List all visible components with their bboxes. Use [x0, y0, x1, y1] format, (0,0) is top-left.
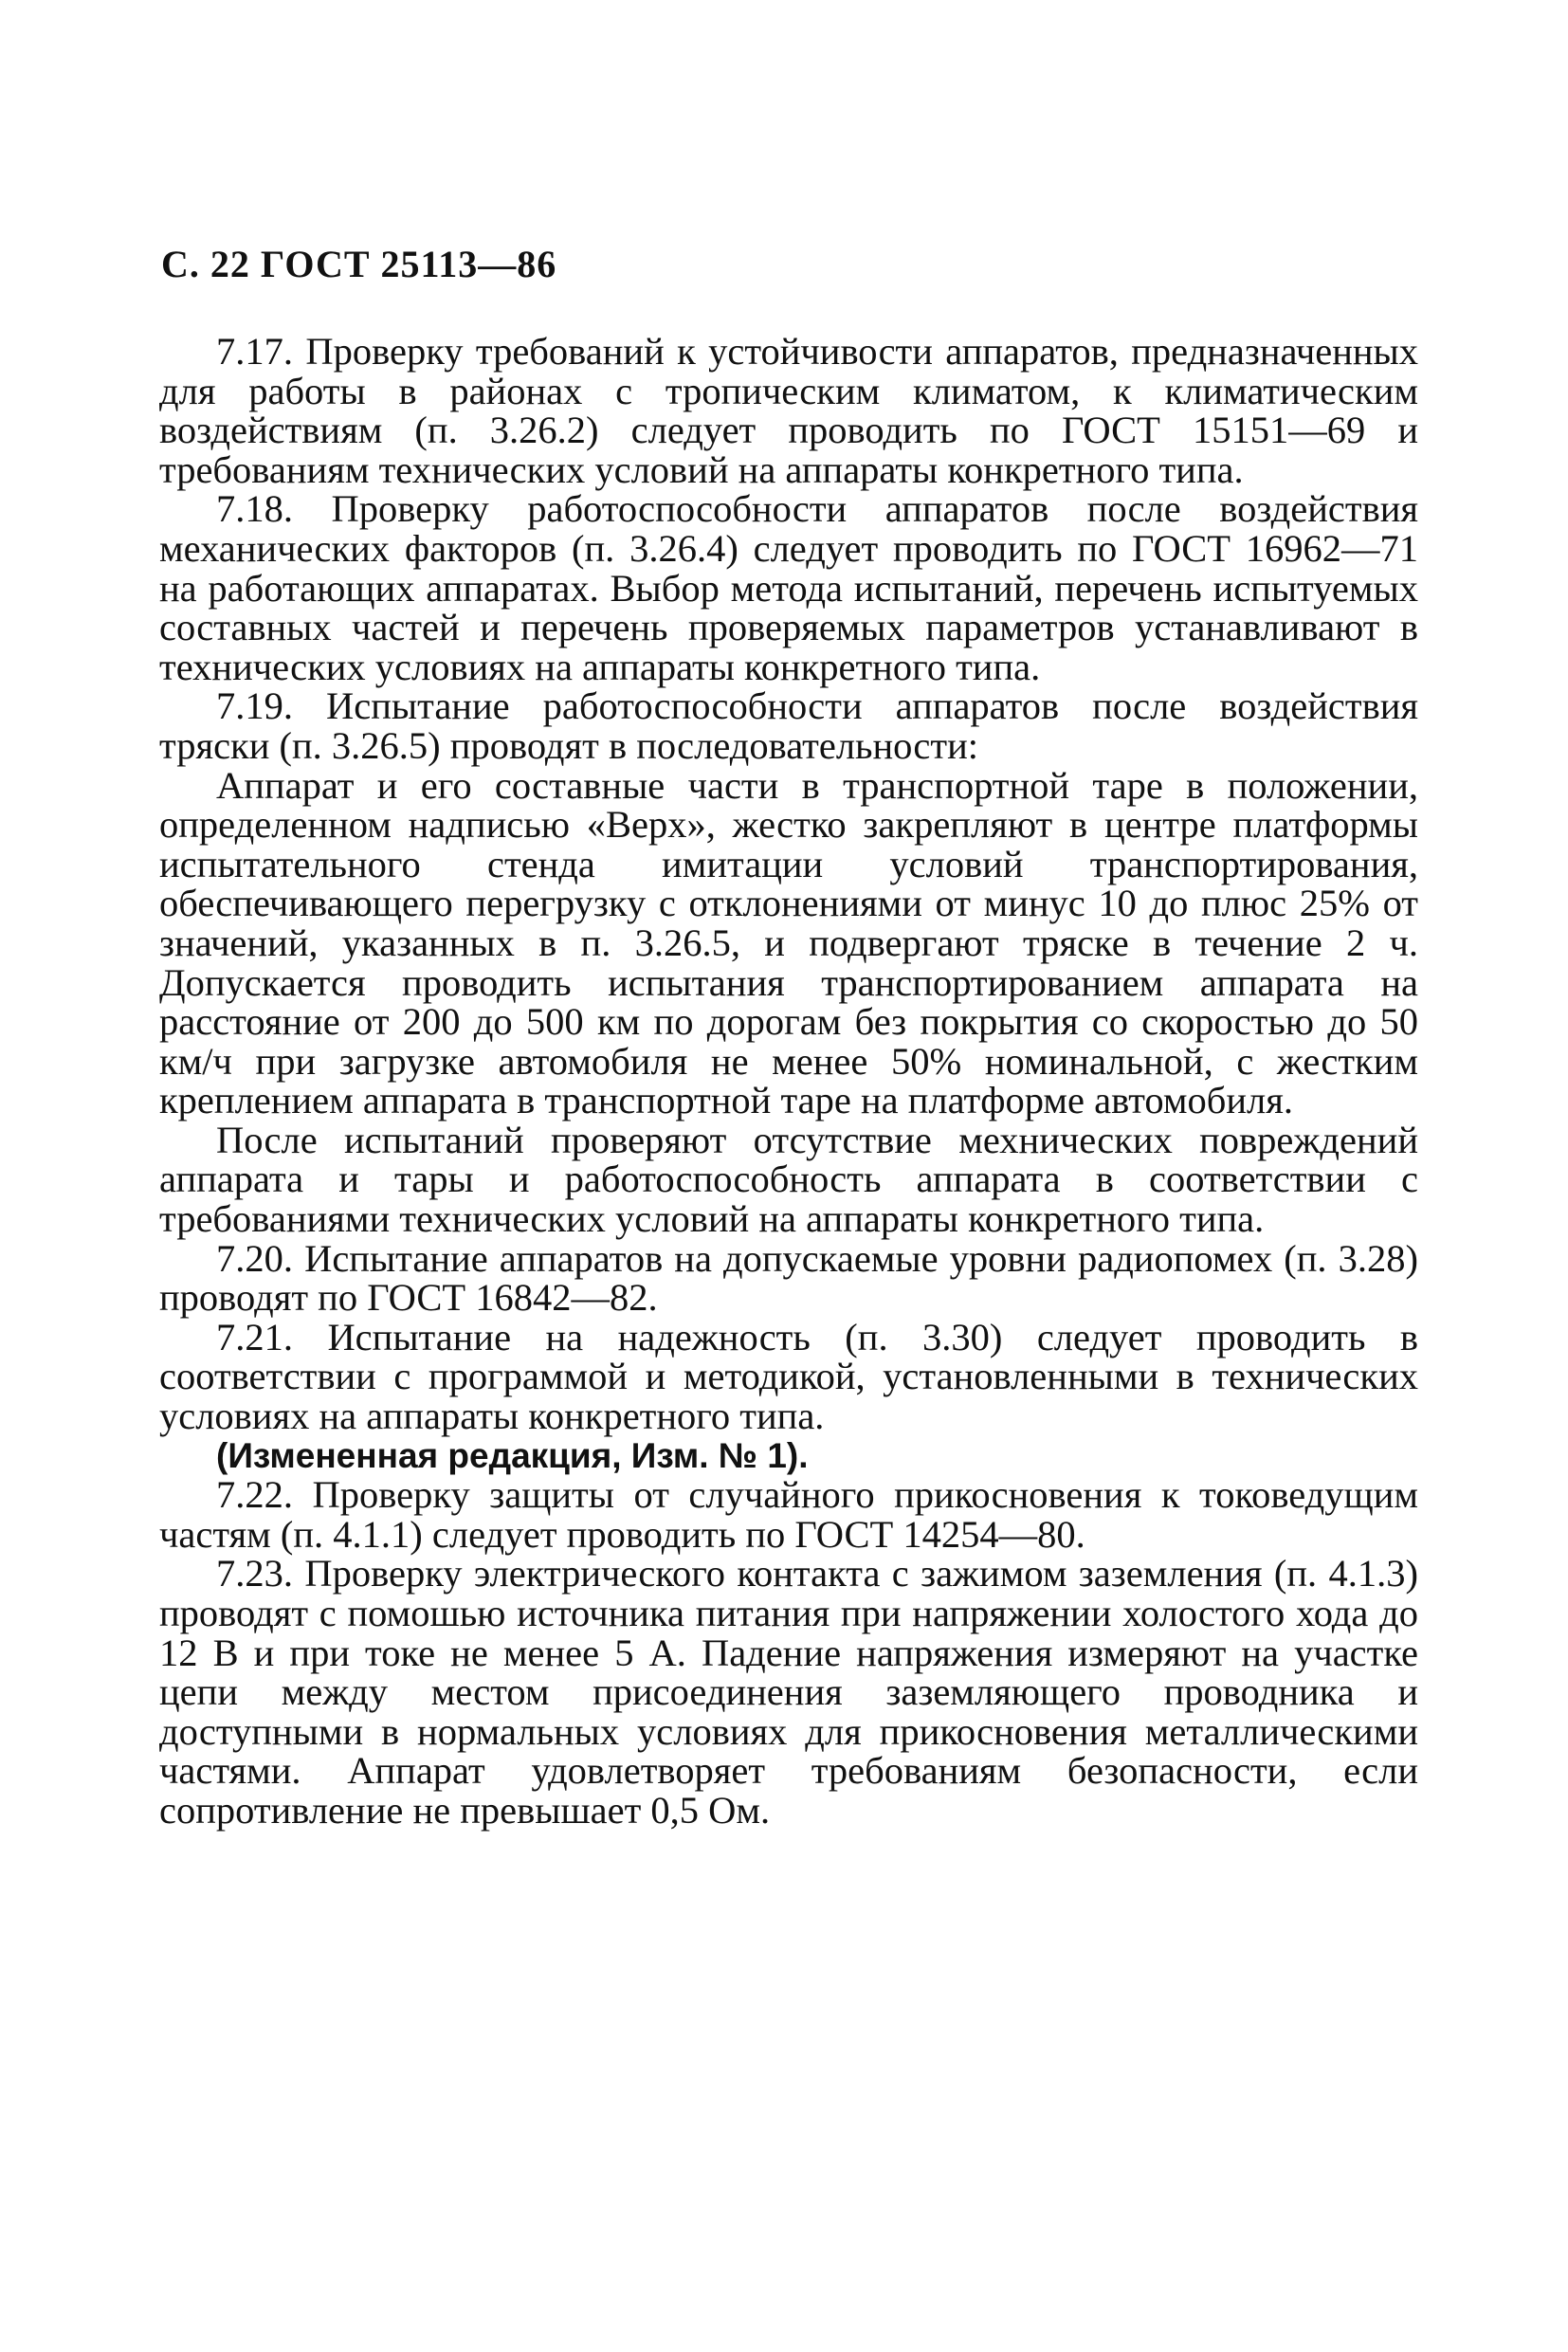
- paragraph-7-21: 7.21. Испытание на надежность (п. 3.30) следует проводить в соответствии с программой и методикой, установленными в технических условиях на аппараты конкретного типа.: [159, 1315, 1418, 1438]
- paragraph-7-23: 7.23. Проверку электрического контакта с зажимом заземления (п. 4.1.3) проводят с помошью источника питания при напряжении холостого хода до 12 В и при токе не менее 5 А. Падение напряжения измеряют на участке цепи между местом присоединения заземляющего проводника и доступными в нормальных условиях для прикосновения металлическими частями. Аппарат удовлетворяет требованиям безопасности, если сопротивление не превышает 0,5 Ом.: [159, 1552, 1418, 1832]
- paragraph-7-19-after-test: После испытаний проверяют отсутствие мехнических повреждений аппарата и тары и работоспособность аппарата в соответствии с требованиями технических условий на аппараты конкретного типа.: [159, 1118, 1418, 1241]
- paragraph-7-17: 7.17. Проверку требований к устойчивости аппаратов, предназначенных для работы в районах с тропическим климатом, к климатическим воздействиям (п. 3.26.2) следует проводить по ГОСТ 15151—69 и требованиям технических условий на аппараты конкретного типа.: [159, 330, 1418, 491]
- paragraph-7-18: 7.18. Проверку работоспособности аппаратов после воздействия механических факторов (п. 3.26.4) следует проводить по ГОСТ 16962—71 на работающих аппаратах. Выбор метода испытаний, перечень испытуемых составных частей и перечень проверяемых параметров устанавливают в технических условиях на аппараты конкретного типа.: [159, 487, 1418, 688]
- page-header: С. 22 ГОСТ 25113—86: [161, 243, 557, 285]
- paragraph-7-22: 7.22. Проверку защиты от случайного прикосновения к токоведущим частям (п. 4.1.1) следует проводить по ГОСТ 14254—80.: [159, 1473, 1418, 1556]
- amendment-note: (Измененная редакция, Изм. № 1).: [216, 1435, 809, 1475]
- paragraph-7-19-procedure: Аппарат и его составные части в транспортной таре в положении, определенном надписью «Верх», жестко закрепляют в центре платформы испытательного стенда имитации условий транспортирования, обеспечивающего перегрузку с отклонениями от минус 10 до плюс 25% от значений, указанных в п. 3.26.5, и подвергают тряске в течение 2 ч. Допускается проводить испытания транспортированием аппарата на расстояние от 200 до 500 км по дорогам без покрытия со скоростью до 50 км/ч при загрузке автомобиля не менее 50% номинальной, с жестким креплением аппарата в транспортной таре на платформе автомобиля.: [159, 763, 1418, 1122]
- paragraph-7-19: 7.19. Испытание работоспособности аппаратов после воздействия тряски (п. 3.26.5) проводят в последовательности:: [159, 684, 1418, 767]
- document-body: [159, 332, 1418, 1831]
- paragraph-7-20: 7.20. Испытание аппаратов на допускаемые уровни радиопомех (п. 3.28) проводят по ГОСТ 16842—82.: [159, 1236, 1418, 1320]
